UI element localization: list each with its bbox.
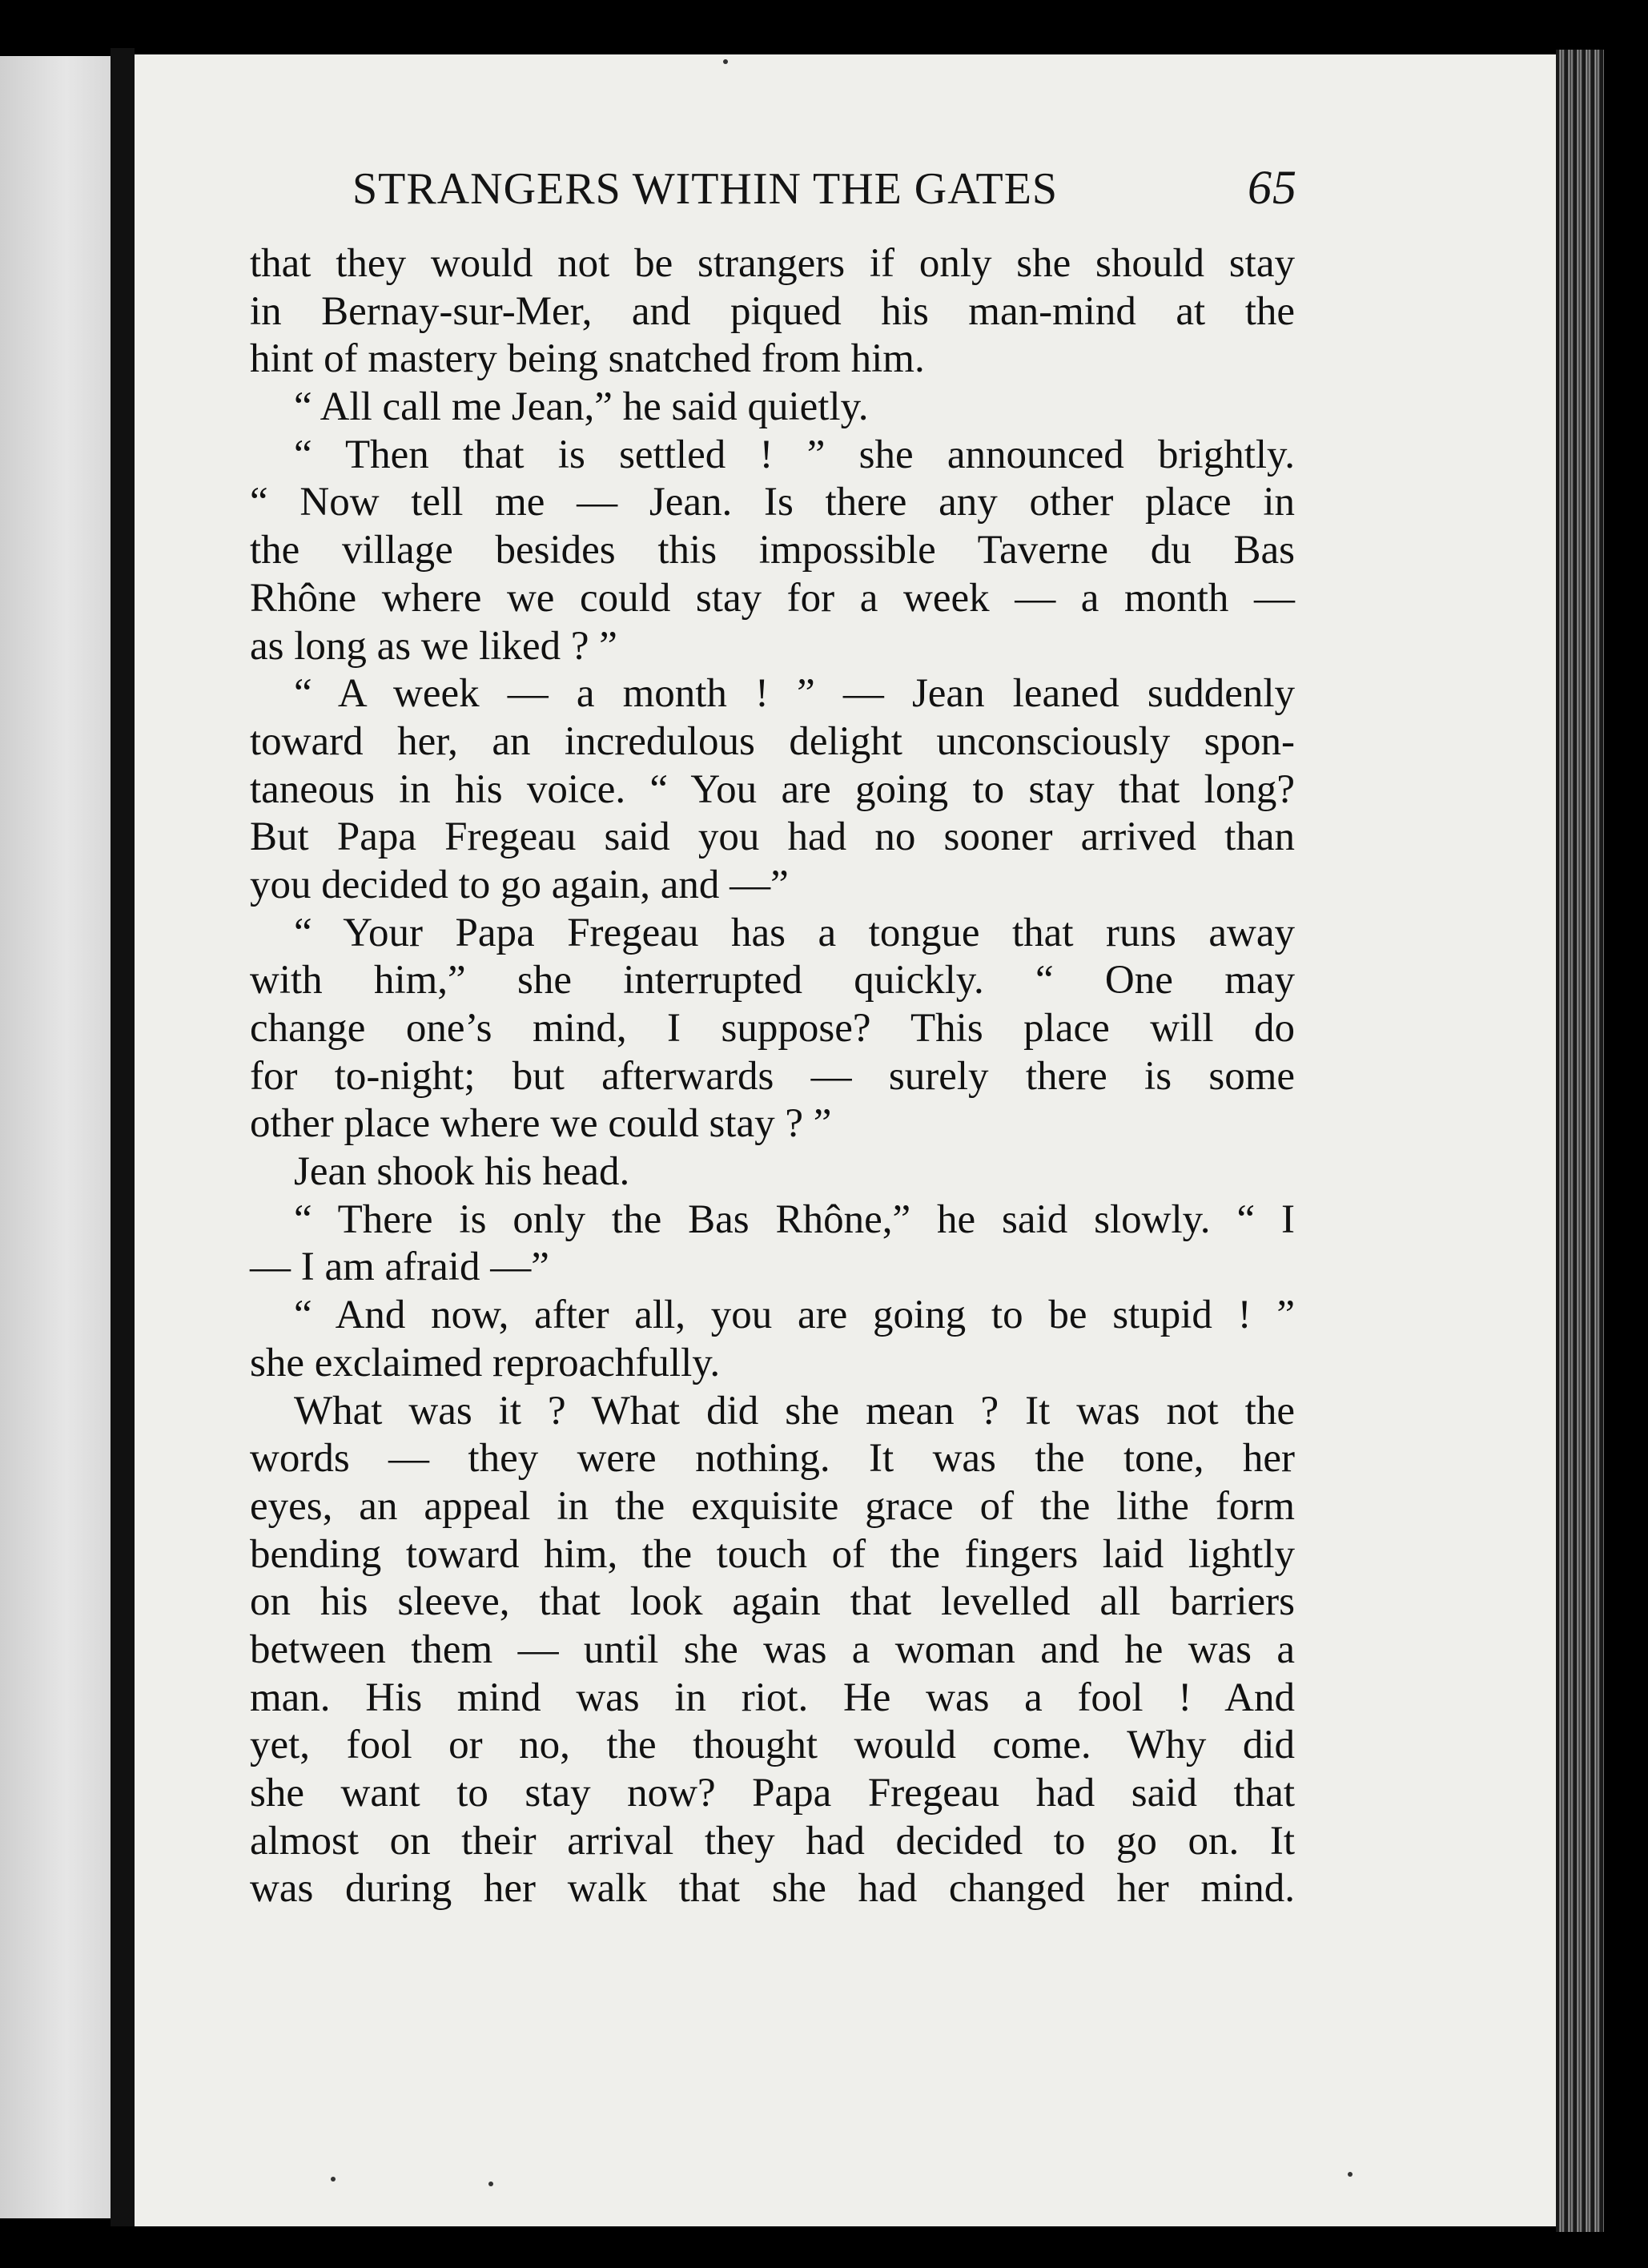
text-line: between them — until she was a woman and he was a: [250, 1627, 1295, 1672]
text-line: was during her walk that she had changed her mind.: [250, 1866, 1295, 1912]
text-line: words — they were nothing. It was the tone, her: [250, 1436, 1295, 1482]
text-line: she want to stay now? Papa Fregeau had said that: [250, 1771, 1295, 1816]
text-line: change one’s mind, I suppose? This place will do: [250, 1006, 1295, 1051]
text-line: “ A week — a month ! ” — Jean leaned suddenly: [294, 671, 1295, 717]
text-line: toward her, an incredulous delight unconsciously spon-: [250, 718, 1295, 764]
text-line: man. His mind was in riot. He was a fool ! And: [250, 1675, 1295, 1720]
text-line: the village besides this impossible Taverne du Bas: [250, 528, 1295, 573]
text-line: “ All call me Jean,” he said quietly.: [294, 384, 869, 430]
book-gutter: [111, 48, 135, 2226]
text-line: — I am afraid —”: [250, 1245, 549, 1290]
text-line: as long as we liked ? ”: [250, 623, 617, 669]
text-line: “ And now, after all, you are going to be stupid ! ”: [294, 1293, 1295, 1338]
left-page-edge: [0, 56, 111, 2218]
page-number: 65: [1248, 161, 1297, 214]
running-title: STRANGERS WITHIN THE GATES: [352, 164, 1059, 214]
text-line: eyes, an appeal in the exquisite grace of the lithe form: [250, 1483, 1295, 1529]
text-line: bending toward him, the touch of the fingers laid lightly: [250, 1531, 1295, 1577]
text-line: Jean shook his head.: [294, 1149, 630, 1195]
text-line: Rhône where we could stay for a week — a month —: [250, 575, 1295, 621]
body-text: [250, 240, 1295, 1913]
scan-speck: [1348, 2172, 1353, 2177]
text-line: hint of mastery being snatched from him.: [250, 336, 925, 382]
text-line: on his sleeve, that look again that levelled all barriers: [250, 1579, 1295, 1625]
text-line: with him,” she interrupted quickly. “ One may: [250, 958, 1295, 1003]
text-line: that they would not be strangers if only she should stay: [250, 241, 1295, 286]
text-line: What was it ? What did she mean ? It was not the: [294, 1388, 1295, 1434]
text-line: But Papa Fregeau said you had no sooner arrived than: [250, 814, 1295, 860]
scan-speck: [723, 59, 728, 64]
text-line: in Bernay-sur-Mer, and piqued his man-mind at the: [250, 288, 1295, 334]
text-line: yet, fool or no, the thought would come. Why did: [250, 1723, 1295, 1768]
scan-speck: [488, 2182, 493, 2186]
page-edge-stack: [1556, 50, 1604, 2232]
text-line: she exclaimed reproachfully.: [250, 1340, 721, 1385]
text-line: other place where we could stay ? ”: [250, 1101, 832, 1147]
running-head: [352, 160, 1297, 215]
text-line: “ Then that is settled ! ” she announced brightly.: [294, 432, 1295, 477]
text-line: “ Now tell me — Jean. Is there any other place in: [250, 480, 1295, 525]
text-line: “ There is only the Bas Rhône,” he said slowly. “ I: [294, 1196, 1295, 1242]
text-line: you decided to go again, and —”: [250, 862, 789, 907]
text-line: almost on their arrival they had decided to go on. It: [250, 1818, 1295, 1864]
text-line: “ Your Papa Fregeau has a tongue that runs away: [294, 910, 1295, 955]
scan-speck: [331, 2177, 336, 2182]
text-line: for to-night; but afterwards — surely there is some: [250, 1053, 1295, 1099]
text-line: taneous in his voice. “ You are going to stay that long?: [250, 766, 1295, 812]
